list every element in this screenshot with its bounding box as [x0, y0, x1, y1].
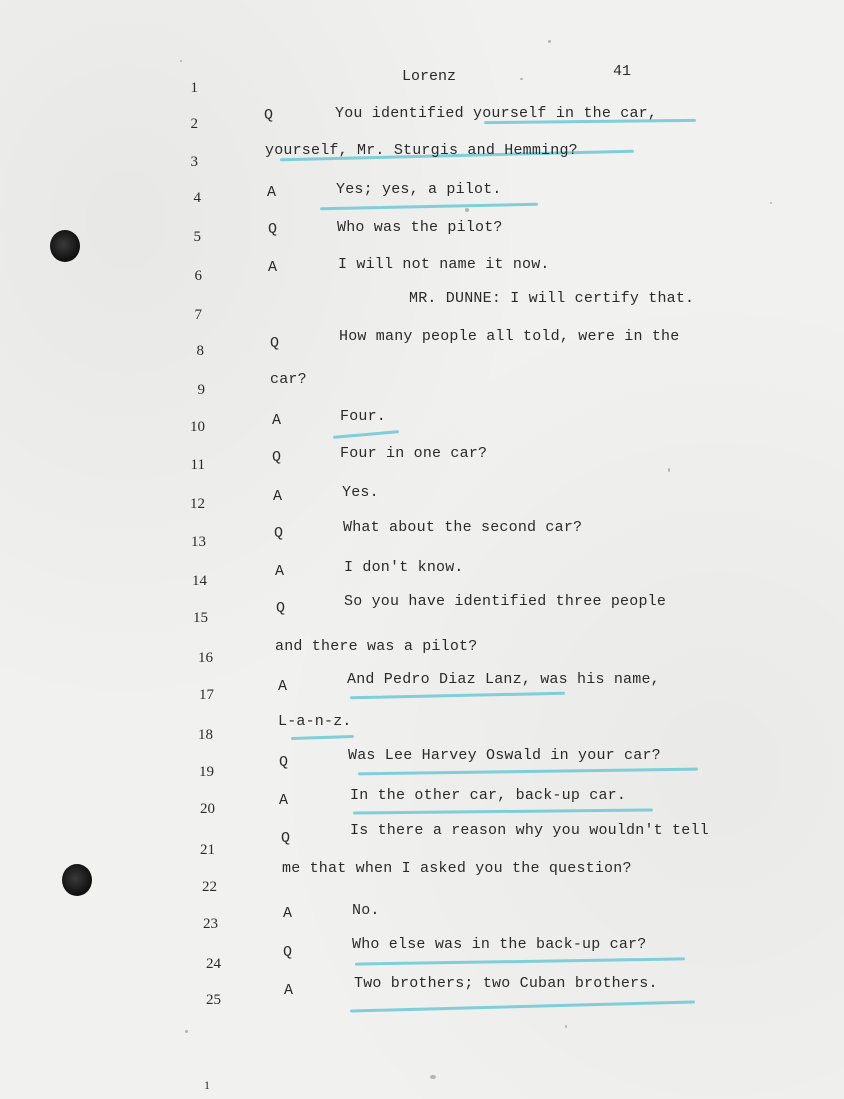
line-number: 15 [193, 610, 208, 626]
line-number: 8 [196, 343, 204, 359]
witness-name-header: Lorenz [402, 68, 457, 85]
line-number: 22 [202, 879, 217, 895]
line-number: 1 [190, 80, 198, 96]
transcript-line: L-a-n-z. [278, 713, 352, 730]
scan-speck [548, 40, 551, 43]
line-number: 23 [203, 916, 218, 932]
line-number: 14 [192, 573, 207, 589]
transcript-line: You identified yourself in the car, [335, 105, 658, 122]
scan-speck [185, 1030, 188, 1033]
highlight-mark [291, 735, 354, 740]
transcript-line: Yes. [342, 484, 379, 501]
line-number: 3 [190, 154, 198, 170]
line-number: 6 [194, 268, 202, 284]
transcript-line: Two brothers; two Cuban brothers. [354, 975, 658, 992]
speaker-marker: Q [264, 107, 274, 124]
scan-speck [465, 208, 469, 212]
transcript-line: Who else was in the back-up car? [352, 936, 647, 953]
transcript-line: me that when I asked you the question? [282, 860, 632, 877]
line-number: 10 [190, 419, 205, 435]
transcript-line: Who was the pilot? [337, 219, 503, 236]
line-number: 24 [206, 956, 221, 972]
speaker-marker: Q [283, 944, 293, 961]
transcript-line: What about the second car? [343, 519, 583, 536]
scan-speck [770, 202, 772, 204]
highlight-mark [355, 957, 685, 965]
line-number: 11 [190, 457, 205, 473]
speaker-marker: Q [272, 449, 282, 466]
footer-mark: 1 [204, 1078, 210, 1092]
transcript-line: Is there a reason why you wouldn't tell [350, 822, 709, 839]
speaker-marker: Q [281, 830, 291, 847]
transcript-line: I will not name it now. [338, 256, 550, 273]
line-number: 19 [199, 764, 214, 780]
speaker-marker: A [273, 488, 283, 505]
highlight-mark [333, 430, 399, 439]
speaker-marker: A [279, 792, 289, 809]
speaker-marker: A [272, 412, 282, 429]
line-number: 4 [193, 190, 201, 206]
speaker-marker: A [268, 259, 278, 276]
scan-speck [180, 60, 182, 62]
transcript-line: Four in one car? [340, 445, 488, 462]
speaker-marker: Q [270, 335, 280, 352]
speaker-marker: Q [276, 600, 286, 617]
line-number: 25 [206, 992, 221, 1008]
line-number: 21 [200, 842, 215, 858]
line-number: 17 [199, 687, 214, 703]
highlight-mark [358, 768, 698, 776]
transcript-line: I don't know. [344, 559, 464, 576]
line-number: 13 [191, 534, 206, 550]
transcript-line: Yes; yes, a pilot. [336, 181, 502, 198]
line-number: 9 [197, 382, 205, 398]
line-number: 16 [198, 650, 213, 666]
line-number: 2 [190, 116, 198, 132]
speaker-marker: A [283, 905, 293, 922]
scan-speck [430, 1075, 436, 1079]
speaker-marker: Q [274, 525, 284, 542]
transcript-line: In the other car, back-up car. [350, 787, 627, 804]
highlight-mark [350, 1000, 695, 1012]
line-number: 12 [190, 496, 205, 512]
speaker-marker: Q [268, 221, 278, 238]
line-number: 7 [194, 307, 202, 323]
highlight-mark [320, 203, 538, 211]
transcript-line: yourself, Mr. Sturgis and Hemming? [265, 142, 578, 159]
scan-speck [520, 78, 523, 80]
highlight-mark [353, 808, 653, 814]
scan-speck [668, 468, 670, 472]
speaker-marker: Q [279, 754, 289, 771]
transcript-line: Was Lee Harvey Oswald in your car? [348, 747, 661, 764]
transcript-line: and there was a pilot? [275, 638, 478, 655]
line-number: 20 [200, 801, 215, 817]
transcript-line: So you have identified three people [344, 593, 667, 610]
highlight-mark [350, 692, 565, 700]
transcript-line: car? [270, 371, 307, 388]
transcript-line: MR. DUNNE: I will certify that. [409, 290, 695, 307]
speaker-marker: A [284, 982, 294, 999]
speaker-marker: A [278, 678, 288, 695]
scan-speck [565, 1025, 567, 1028]
speaker-marker: A [267, 184, 277, 201]
binder-hole-top [50, 230, 80, 262]
transcript-line: And Pedro Diaz Lanz, was his name, [347, 671, 660, 688]
transcript-line: How many people all told, were in the [339, 328, 680, 345]
page-number: 41 [613, 63, 632, 80]
line-number: 5 [193, 229, 201, 245]
binder-hole-bottom [62, 864, 92, 896]
speaker-marker: A [275, 563, 285, 580]
transcript-line: No. [352, 902, 380, 919]
transcript-line: Four. [340, 408, 387, 425]
line-number: 18 [198, 727, 213, 743]
